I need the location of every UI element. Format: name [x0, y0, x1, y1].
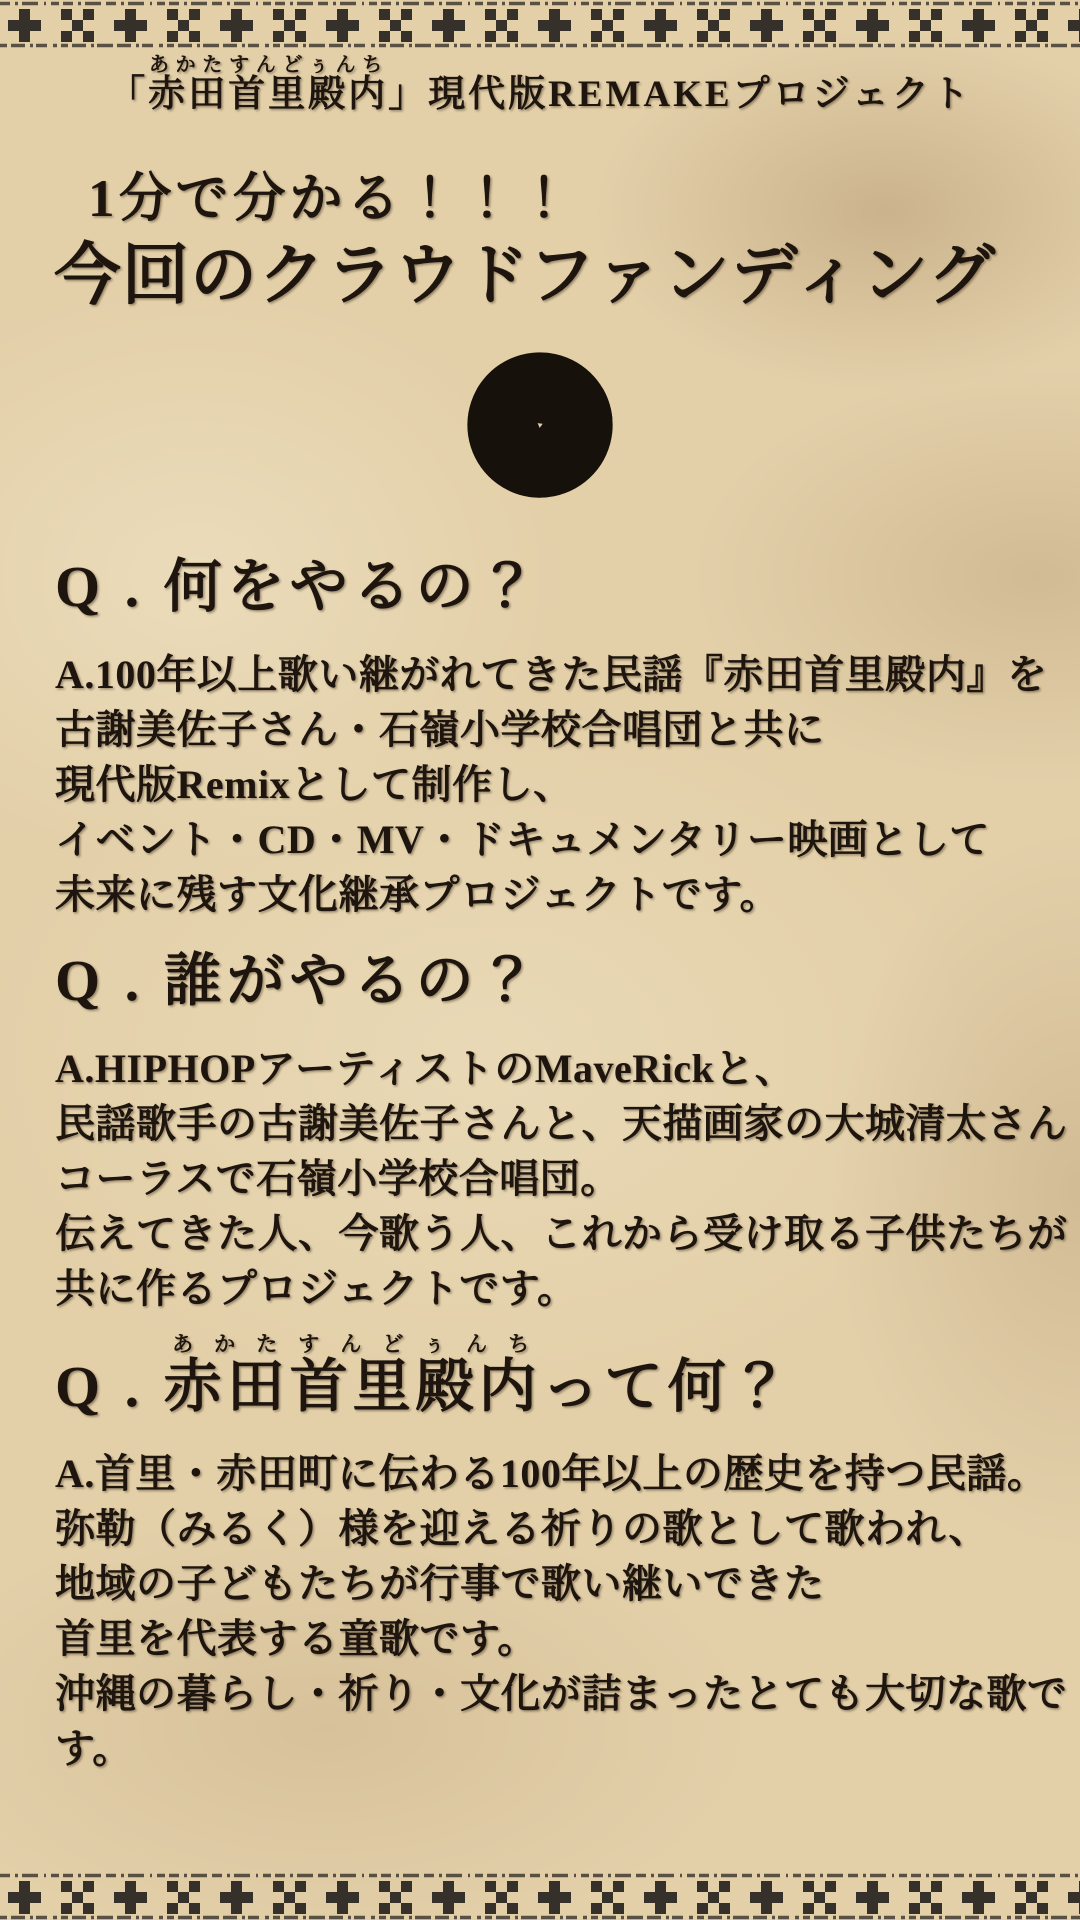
- answer-line: す。: [55, 1726, 133, 1772]
- mitsudomoe-icon: [461, 346, 619, 504]
- answer-line: A.首里・赤田町に伝わる100年以上の歴史を持つ民謡。: [55, 1451, 1048, 1497]
- qa-section-what: [0, 554, 1080, 922]
- answer-line: 民謡歌手の古謝美佐子さんと、天描画家の大城清太さん: [55, 1100, 1068, 1146]
- answer-line: A.HIPHOPアーティストのMaveRickと、: [55, 1045, 796, 1091]
- page-title: 今回のクラウドファンディング: [54, 238, 996, 313]
- answer-line: 伝えてきた人、今歌う人、これから受け取る子供たちが: [55, 1210, 1068, 1256]
- answer-line: 沖縄の暮らし・祈り・文化が詰まったとても大切な歌で: [55, 1671, 1068, 1717]
- question-heading: Q . 何をやるの？: [55, 554, 542, 620]
- minsa-kasuri-border-icon: [0, 0, 1080, 48]
- answer-line: 首里を代表する童歌です。: [55, 1616, 538, 1662]
- question-ruby: [163, 1331, 542, 1419]
- answer-line: 地域の子どもたちが行事で歌い継いできた: [55, 1561, 825, 1607]
- catchphrase: 1分で分かる！！！: [88, 169, 575, 228]
- answer-line: 古謝美佐子さん・石嶺小学校合唱団と共に: [55, 707, 825, 753]
- title-base: 赤田首里殿内: [148, 74, 389, 115]
- answer-line: 現代版Remixとして制作し、: [55, 762, 574, 808]
- question-suffix: って何？: [541, 1353, 794, 1419]
- question-base: 赤田首里殿内: [163, 1353, 542, 1419]
- minsa-kasuri-border-icon: [0, 1872, 1080, 1920]
- title-rest: 」現代版REMAKEプロジェクト: [388, 74, 972, 115]
- qa-section-who: [0, 948, 1080, 1316]
- question-heading: [55, 1332, 1080, 1421]
- question-furigana: あかたすんどぅんち: [163, 1331, 542, 1356]
- title-ruby: [148, 54, 389, 115]
- title-furigana: あかたすんどぅんち: [148, 54, 389, 76]
- answer-line: 弥勒（みるく）様を迎える祈りの歌として歌われ、: [55, 1506, 989, 1552]
- answer-line: 共に作るプロジェクトです。: [55, 1265, 578, 1311]
- answer-line: コーラスで石嶺小学校合唱団。: [55, 1155, 621, 1201]
- question-prefix: Q .: [55, 1353, 164, 1419]
- qa-section-song: [0, 1332, 1080, 1777]
- project-title: [0, 54, 1080, 116]
- answer-line: A.100年以上歌い継がれてきた民謡『赤田首里殿内』を: [55, 652, 1048, 698]
- question-heading: Q . 誰がやるの？: [55, 948, 542, 1014]
- title-bracket-open: 「: [108, 74, 149, 115]
- answer-line: イベント・CD・MV・ドキュメンタリー映画として: [55, 817, 990, 863]
- answer-line: 未来に残す文化継承プロジェクトです。: [55, 872, 780, 918]
